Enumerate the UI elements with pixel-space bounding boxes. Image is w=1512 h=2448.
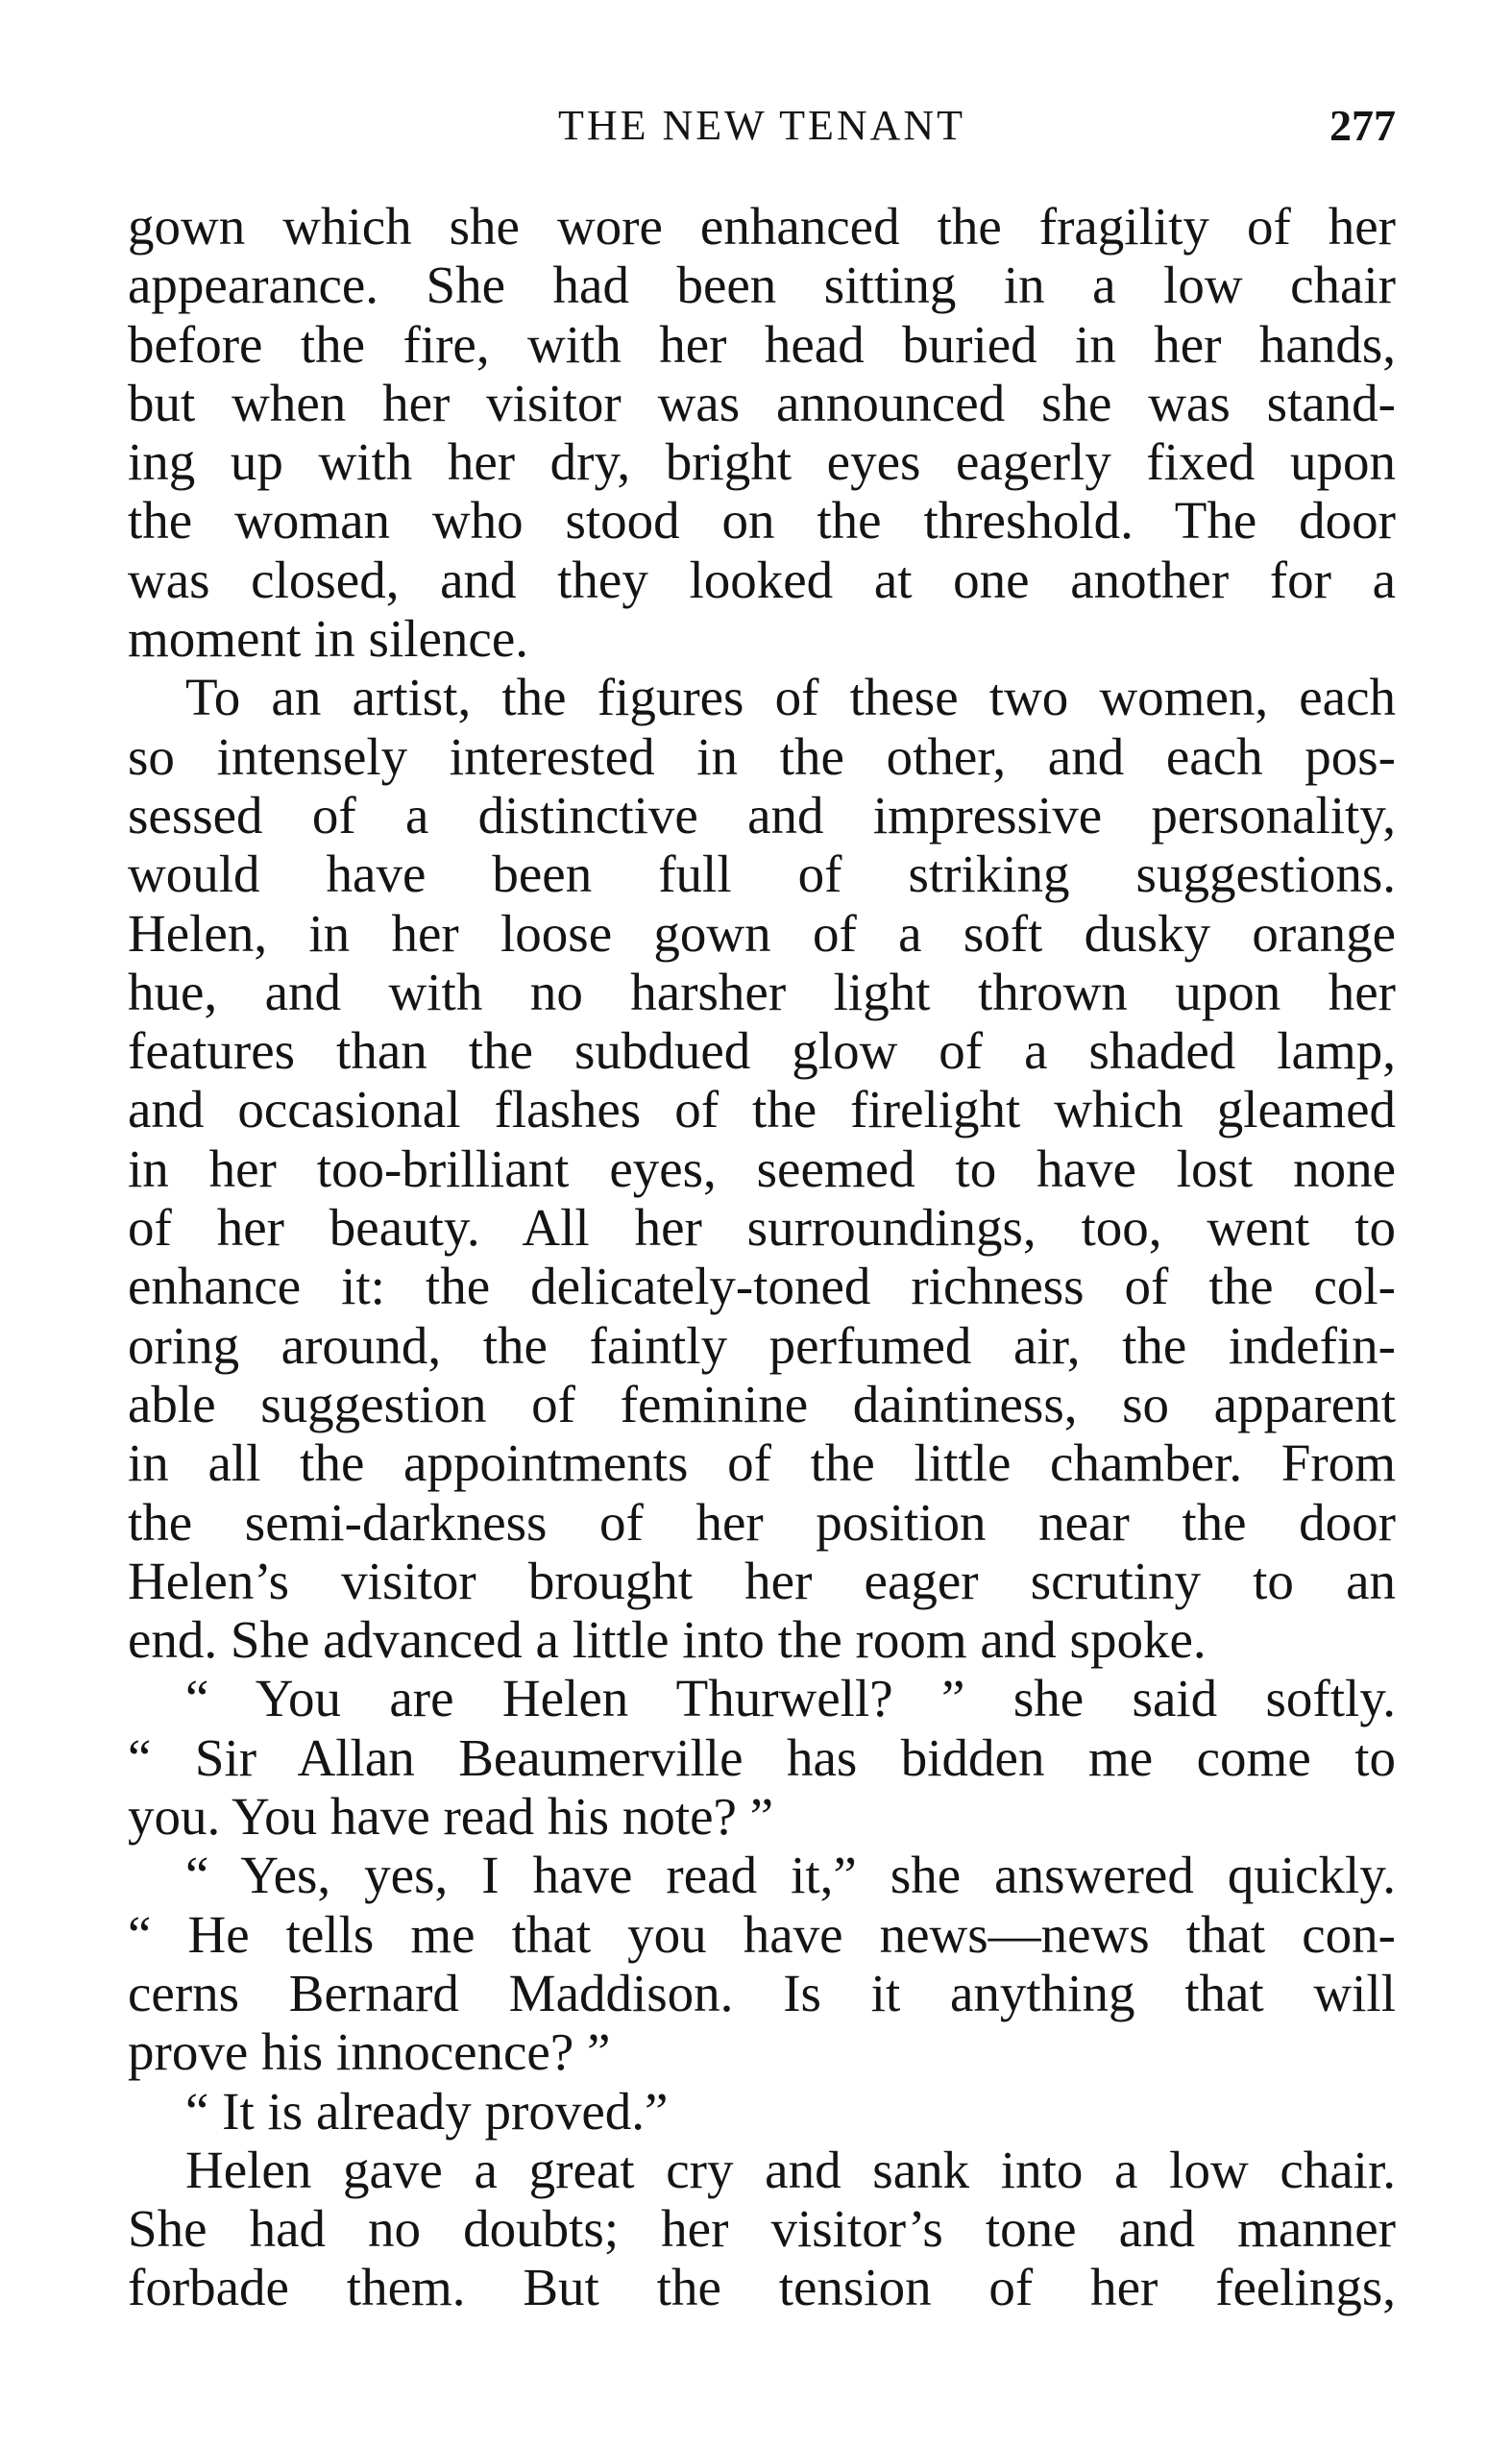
- text-line: and occasional flashes of the firelight which gleamed: [128, 1080, 1396, 1139]
- text-line: prove his innocence? ”: [128, 2022, 611, 2082]
- text-line: “ Yes, yes, I have read it,” she answered quickly.: [185, 1846, 1396, 1905]
- text-line: but when her visitor was announced she was stand-: [128, 373, 1396, 432]
- text-line: ing up with her dry, bright eyes eagerly fixed upon: [128, 432, 1396, 492]
- text-line: enhance it: the delicately-toned richness of the col-: [128, 1257, 1396, 1316]
- text-line: would have been full of striking suggestions.: [128, 845, 1396, 904]
- text-line: of her beauty. All her surroundings, too, went to: [128, 1198, 1396, 1258]
- text-line: sessed of a distinctive and impressive personality,: [128, 785, 1396, 845]
- running-head: THE NEW TENANT: [557, 102, 966, 149]
- text-line: gown which she wore enhanced the fragility of her: [128, 197, 1396, 256]
- text-line: in all the appointments of the little chamber. From: [128, 1433, 1396, 1493]
- text-line: the semi-darkness of her position near the door: [128, 1492, 1396, 1552]
- text-line: the woman who stood on the threshold. The door: [128, 491, 1396, 551]
- text-line: “ It is already proved.”: [185, 2081, 669, 2141]
- text-line: before the fire, with her head buried in her hands,: [128, 314, 1396, 374]
- text-line: cerns Bernard Maddison. Is it anything that will: [128, 1963, 1396, 2022]
- text-line: appearance. She had been sitting in a low chair: [128, 256, 1396, 315]
- text-line: forbade them. But the tension of her feelings,: [128, 2258, 1396, 2317]
- page-header: [128, 92, 1396, 159]
- text-line: moment in silence.: [128, 609, 528, 669]
- text-line: hue, and with no harsher light thrown upon her: [128, 962, 1396, 1021]
- text-line: “ You are Helen Thurwell? ” she said softly.: [185, 1669, 1396, 1728]
- text-line: Helen gave a great cry and sank into a low chair.: [185, 2140, 1396, 2199]
- text-line: you. You have read his note? ”: [128, 1787, 774, 1847]
- text-line: She had no doubts; her visitor’s tone and manner: [128, 2199, 1396, 2259]
- text-line: “ Sir Allan Beaumerville has bidden me come to: [128, 1727, 1396, 1787]
- text-line: Helen’s visitor brought her eager scrutiny to an: [128, 1551, 1396, 1610]
- text-line: features than the subdued glow of a shaded lamp,: [128, 1021, 1396, 1081]
- text-line: so intensely interested in the other, and each pos-: [128, 726, 1396, 786]
- text-line: in her too-brilliant eyes, seemed to have lost none: [128, 1138, 1396, 1198]
- text-line: To an artist, the figures of these two women, each: [185, 668, 1396, 727]
- text-line: oring around, the faintly perfumed air, the indefin-: [128, 1315, 1396, 1375]
- text-line: Helen, in her loose gown of a soft dusky orange: [128, 903, 1396, 963]
- text-line: “ He tells me that you have news—news that con-: [128, 1904, 1396, 1964]
- body-text: [128, 197, 1396, 2317]
- text-line: was closed, and they looked at one another for a: [128, 550, 1396, 609]
- text-line: able suggestion of feminine daintiness, so apparent: [128, 1374, 1396, 1433]
- page-number: 277: [1329, 101, 1396, 150]
- text-line: end. She advanced a little into the room and spoke.: [128, 1610, 1207, 1670]
